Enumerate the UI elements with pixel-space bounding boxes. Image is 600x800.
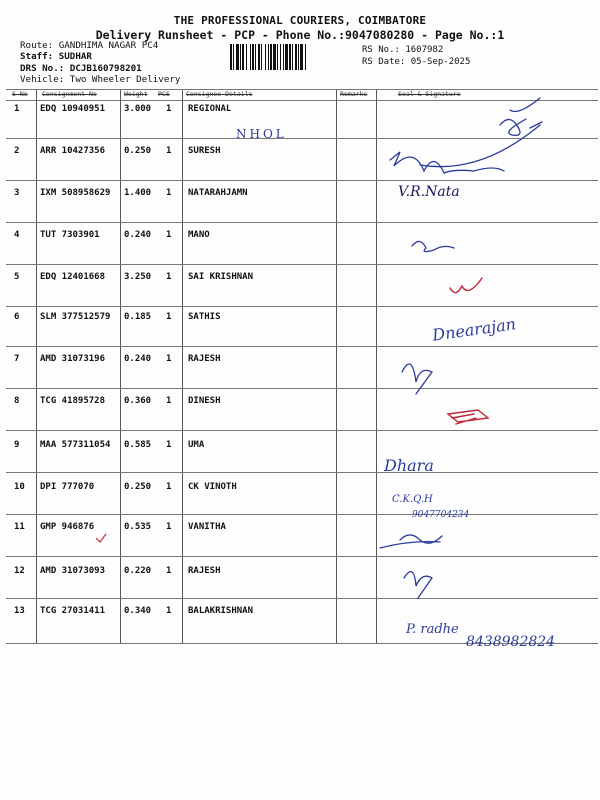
row-sno: 13 xyxy=(14,606,25,616)
col-header-weight: Weight xyxy=(124,90,148,98)
row-consignment-no: EDQ 12401668 xyxy=(40,272,106,282)
row-weight: 0.340 xyxy=(124,606,152,616)
row-sno: 4 xyxy=(14,230,20,240)
row-weight: 0.585 xyxy=(124,440,152,450)
row-consignment-no: IXM 508958629 xyxy=(40,188,111,198)
signature-row4 xyxy=(412,241,454,251)
col-header-pcs: PCS xyxy=(158,90,170,98)
row-consignment-no: TCG 27031411 xyxy=(40,606,106,616)
row-weight: 3.000 xyxy=(124,104,152,114)
row-sno: 8 xyxy=(14,396,20,406)
meta-vehicle: Vehicle: Two Wheeler Delivery xyxy=(20,74,181,85)
row-consignee: MANO xyxy=(188,230,210,240)
row-consignee: BALAKRISHNAN xyxy=(188,606,254,616)
signature-row2 xyxy=(390,125,540,173)
col-header-seal: Seal & Signature xyxy=(398,90,461,98)
col-header-remarks: Remarks xyxy=(340,90,368,98)
row-pcs: 1 xyxy=(166,146,172,156)
row-pcs: 1 xyxy=(166,606,172,616)
row-pcs: 1 xyxy=(166,230,172,240)
handwritten-note-row13: P. radhe xyxy=(406,622,459,637)
row-pcs: 1 xyxy=(166,566,172,576)
signature-row1 xyxy=(500,98,542,135)
row-pcs: 1 xyxy=(166,312,172,322)
row-consignment-no: GMP 946876 xyxy=(40,522,95,532)
row-sno: 6 xyxy=(14,312,20,322)
row-weight: 3.250 xyxy=(124,272,152,282)
row-consignee: DINESH xyxy=(188,396,221,406)
row-weight: 0.360 xyxy=(124,396,152,406)
row-weight: 0.250 xyxy=(124,146,152,156)
row-consignee: REGIONAL xyxy=(188,104,232,114)
handwritten-signature-row9: Dhara xyxy=(384,456,434,475)
row-pcs: 1 xyxy=(166,482,172,492)
row-pcs: 1 xyxy=(166,104,172,114)
row-consignment-no: AMD 31073196 xyxy=(40,354,106,364)
col-header-consignment: Consignment No xyxy=(42,90,97,98)
rs-date: RS Date: 05-Sep-2025 xyxy=(362,57,471,67)
row-pcs: 1 xyxy=(166,354,172,364)
row-sno: 7 xyxy=(14,354,20,364)
row-sno: 1 xyxy=(14,104,20,114)
tick-mark-row11 xyxy=(96,534,106,542)
row-weight: 0.240 xyxy=(124,230,152,240)
row-consignment-no: TCG 41895728 xyxy=(40,396,106,406)
row-weight: 0.185 xyxy=(124,312,152,322)
handwritten-phone-row13: 8438982824 xyxy=(466,634,556,650)
meta-drs-no: DRS No.: DCJB160798201 xyxy=(20,63,142,74)
runsheet-subtitle: Delivery Runsheet - PCP - Phone No.:9047080280 - Page No.:1 xyxy=(95,28,505,42)
row-sno: 10 xyxy=(14,482,25,492)
handwritten-signature-row6: Dnearajan xyxy=(431,314,518,345)
row-weight: 0.240 xyxy=(124,354,152,364)
stamp-row8 xyxy=(448,410,488,424)
row-sno: 2 xyxy=(14,146,20,156)
row-consignment-no: EDQ 10940951 xyxy=(40,104,106,114)
row-consignment-no: DPI 777070 xyxy=(40,482,95,492)
signature-row7 xyxy=(402,364,432,394)
row-pcs: 1 xyxy=(166,272,172,282)
row-sno: 3 xyxy=(14,188,20,198)
signature-row11 xyxy=(380,535,442,548)
row-consignee: RAJESH xyxy=(188,566,221,576)
row-consignment-no: MAA 577311054 xyxy=(40,440,111,450)
row-consignee: SURESH xyxy=(188,146,221,156)
row-consignment-no: TUT 7303901 xyxy=(40,230,100,240)
handwritten-note-row1: NHOL xyxy=(236,127,287,141)
row-sno: 5 xyxy=(14,272,20,282)
row-weight: 0.220 xyxy=(124,566,152,576)
row-consignment-no: AMD 31073093 xyxy=(40,566,106,576)
row-consignee: VANITHA xyxy=(188,522,226,532)
row-consignee: RAJESH xyxy=(188,354,221,364)
row-consignee: SAI KRISHNAN xyxy=(188,272,254,282)
signature-row12 xyxy=(404,572,432,598)
row-consignment-no: SLM 377512579 xyxy=(40,312,111,322)
handwritten-signature-row3: V.R.Nata xyxy=(398,184,460,200)
meta-route: Route: GANDHIMA NAGAR PC4 xyxy=(20,40,159,51)
company-title: THE PROFESSIONAL COURIERS, COIMBATORE xyxy=(173,14,427,27)
row-pcs: 1 xyxy=(166,188,172,198)
row-pcs: 1 xyxy=(166,396,172,406)
handwritten-note-row10: C.K.Q.H xyxy=(392,494,433,505)
rs-number: RS No.: 1607982 xyxy=(362,45,444,55)
col-header-consignee: Consignee Details xyxy=(186,90,253,98)
row-weight: 0.250 xyxy=(124,482,152,492)
row-consignment-no: ARR 10427356 xyxy=(40,146,106,156)
signature-row5 xyxy=(450,278,482,293)
row-sno: 9 xyxy=(14,440,20,450)
row-weight: 1.400 xyxy=(124,188,152,198)
row-sno: 11 xyxy=(14,522,25,532)
handwritten-phone-row10: 9047704234 xyxy=(412,510,470,520)
row-pcs: 1 xyxy=(166,522,172,532)
row-consignee: UMA xyxy=(188,440,205,450)
row-pcs: 1 xyxy=(166,440,172,450)
row-weight: 0.535 xyxy=(124,522,152,532)
row-consignee: NATARAHJAMN xyxy=(188,188,248,198)
col-header-sno: S No xyxy=(12,90,28,98)
row-consignee: CK VINOTH xyxy=(188,482,237,492)
row-consignee: SATHIS xyxy=(188,312,221,322)
meta-staff: Staff: SUDHAR xyxy=(20,51,92,62)
row-sno: 12 xyxy=(14,566,25,576)
